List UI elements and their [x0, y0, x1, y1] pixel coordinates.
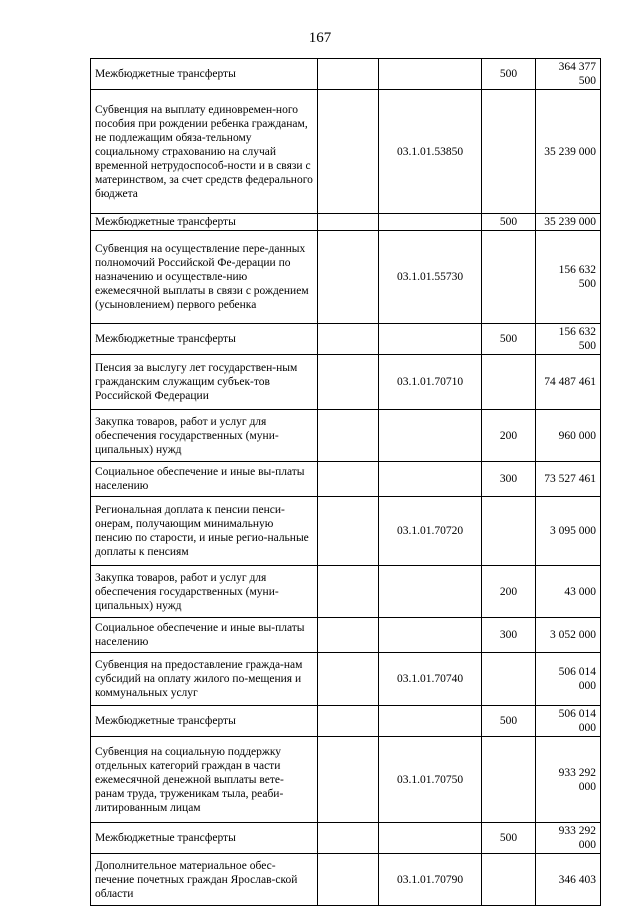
row-name: Межбюджетные трансферты [91, 706, 318, 737]
row-name: Дополнительное материальное обес-печение почетных граждан Ярослав-ской области [91, 854, 318, 906]
budget-table [90, 58, 601, 906]
row-subsection [318, 618, 379, 653]
row-code [379, 59, 482, 90]
row-expense-type [482, 497, 536, 566]
row-subsection [318, 653, 379, 706]
row-subsection [318, 706, 379, 737]
row-expense-type: 500 [482, 706, 536, 737]
table-row [91, 90, 601, 214]
row-name: Субвенция на социальную поддержку отдельных категорий граждан в части ежемесячной денежной выплаты вете-ранам труда, труженикам тыла, реаби-литированным лицам [91, 737, 318, 823]
row-expense-type: 500 [482, 823, 536, 854]
row-expense-type: 500 [482, 59, 536, 90]
table-row [91, 355, 601, 410]
row-expense-type [482, 355, 536, 410]
row-subsection [318, 90, 379, 214]
budget-table-body [91, 59, 601, 906]
row-expense-type: 300 [482, 618, 536, 653]
row-amount: 156 632 500 [536, 231, 601, 324]
row-expense-type: 500 [482, 324, 536, 355]
row-code: 03.1.01.70790 [379, 854, 482, 906]
row-code: 03.1.01.70720 [379, 497, 482, 566]
table-row [91, 854, 601, 906]
row-code [379, 410, 482, 462]
row-expense-type: 200 [482, 410, 536, 462]
table-row [91, 497, 601, 566]
row-subsection [318, 823, 379, 854]
row-name: Региональная доплата к пенсии пенси-онерам, получающим минимальную пенсию по старости, и иные регио-нальные доплаты к пенсиям [91, 497, 318, 566]
row-subsection [318, 566, 379, 618]
row-expense-type [482, 653, 536, 706]
table-row [91, 566, 601, 618]
table-row [91, 737, 601, 823]
row-amount: 43 000 [536, 566, 601, 618]
table-row [91, 410, 601, 462]
page-number: 167 [308, 30, 332, 46]
table-row [91, 823, 601, 854]
table-row [91, 653, 601, 706]
row-name: Пенсия за выслугу лет государствен-ным гражданским служащим субъек-тов Российской Федерации [91, 355, 318, 410]
row-name: Закупка товаров, работ и услуг для обеспечения государственных (муни-ципальных) нужд [91, 410, 318, 462]
row-name: Межбюджетные трансферты [91, 324, 318, 355]
row-subsection [318, 214, 379, 231]
row-amount: 506 014 000 [536, 706, 601, 737]
table-row [91, 59, 601, 90]
row-code: 03.1.01.70740 [379, 653, 482, 706]
row-code: 03.1.01.55730 [379, 231, 482, 324]
table-row [91, 214, 601, 231]
table-row [91, 706, 601, 737]
row-amount: 506 014 000 [536, 653, 601, 706]
row-amount: 364 377 500 [536, 59, 601, 90]
row-name: Межбюджетные трансферты [91, 59, 318, 90]
row-expense-type [482, 231, 536, 324]
row-subsection [318, 231, 379, 324]
row-name: Закупка товаров, работ и услуг для обеспечения государственных (муни-ципальных) нужд [91, 566, 318, 618]
row-code [379, 566, 482, 618]
row-name: Социальное обеспечение и иные вы-платы населению [91, 462, 318, 497]
row-amount: 933 292 000 [536, 823, 601, 854]
row-subsection [318, 462, 379, 497]
row-subsection [318, 497, 379, 566]
row-code: 03.1.01.53850 [379, 90, 482, 214]
row-expense-type [482, 854, 536, 906]
table-row [91, 618, 601, 653]
row-code [379, 706, 482, 737]
row-subsection [318, 355, 379, 410]
row-name: Социальное обеспечение и иные вы-платы населению [91, 618, 318, 653]
table-row [91, 324, 601, 355]
row-subsection [318, 59, 379, 90]
row-subsection [318, 854, 379, 906]
row-amount: 3 095 000 [536, 497, 601, 566]
row-code: 03.1.01.70710 [379, 355, 482, 410]
row-name: Субвенция на предоставление гражда-нам субсидий на оплату жилого по-мещения и коммунальных услуг [91, 653, 318, 706]
row-amount: 74 487 461 [536, 355, 601, 410]
row-code [379, 324, 482, 355]
row-code: 03.1.01.70750 [379, 737, 482, 823]
row-name: Межбюджетные трансферты [91, 823, 318, 854]
row-amount: 960 000 [536, 410, 601, 462]
row-subsection [318, 410, 379, 462]
row-expense-type [482, 737, 536, 823]
row-amount: 346 403 [536, 854, 601, 906]
row-name: Субвенция на выплату единовремен-ного пособия при рождении ребенка гражданам, не подлежащим обяза-тельному социальному страхованию на случай временной нетрудоспособ-ности и в связи с материнством, за счет средств федерального бюджета [91, 90, 318, 214]
row-name: Субвенция на осуществление пере-данных полномочий Российской Фе-дерации по назначению и осуществле-нию ежемесячной выплаты в связи с рождением (усыновлением) первого ребенка [91, 231, 318, 324]
row-amount: 35 239 000 [536, 214, 601, 231]
row-subsection [318, 737, 379, 823]
row-code [379, 823, 482, 854]
row-expense-type [482, 90, 536, 214]
row-name: Межбюджетные трансферты [91, 214, 318, 231]
row-amount: 3 052 000 [536, 618, 601, 653]
row-expense-type: 500 [482, 214, 536, 231]
row-code [379, 462, 482, 497]
row-subsection [318, 324, 379, 355]
row-amount: 156 632 500 [536, 324, 601, 355]
table-row [91, 231, 601, 324]
row-code [379, 214, 482, 231]
table-row [91, 462, 601, 497]
row-code [379, 618, 482, 653]
row-amount: 933 292 000 [536, 737, 601, 823]
row-amount: 35 239 000 [536, 90, 601, 214]
row-expense-type: 200 [482, 566, 536, 618]
row-expense-type: 300 [482, 462, 536, 497]
row-amount: 73 527 461 [536, 462, 601, 497]
